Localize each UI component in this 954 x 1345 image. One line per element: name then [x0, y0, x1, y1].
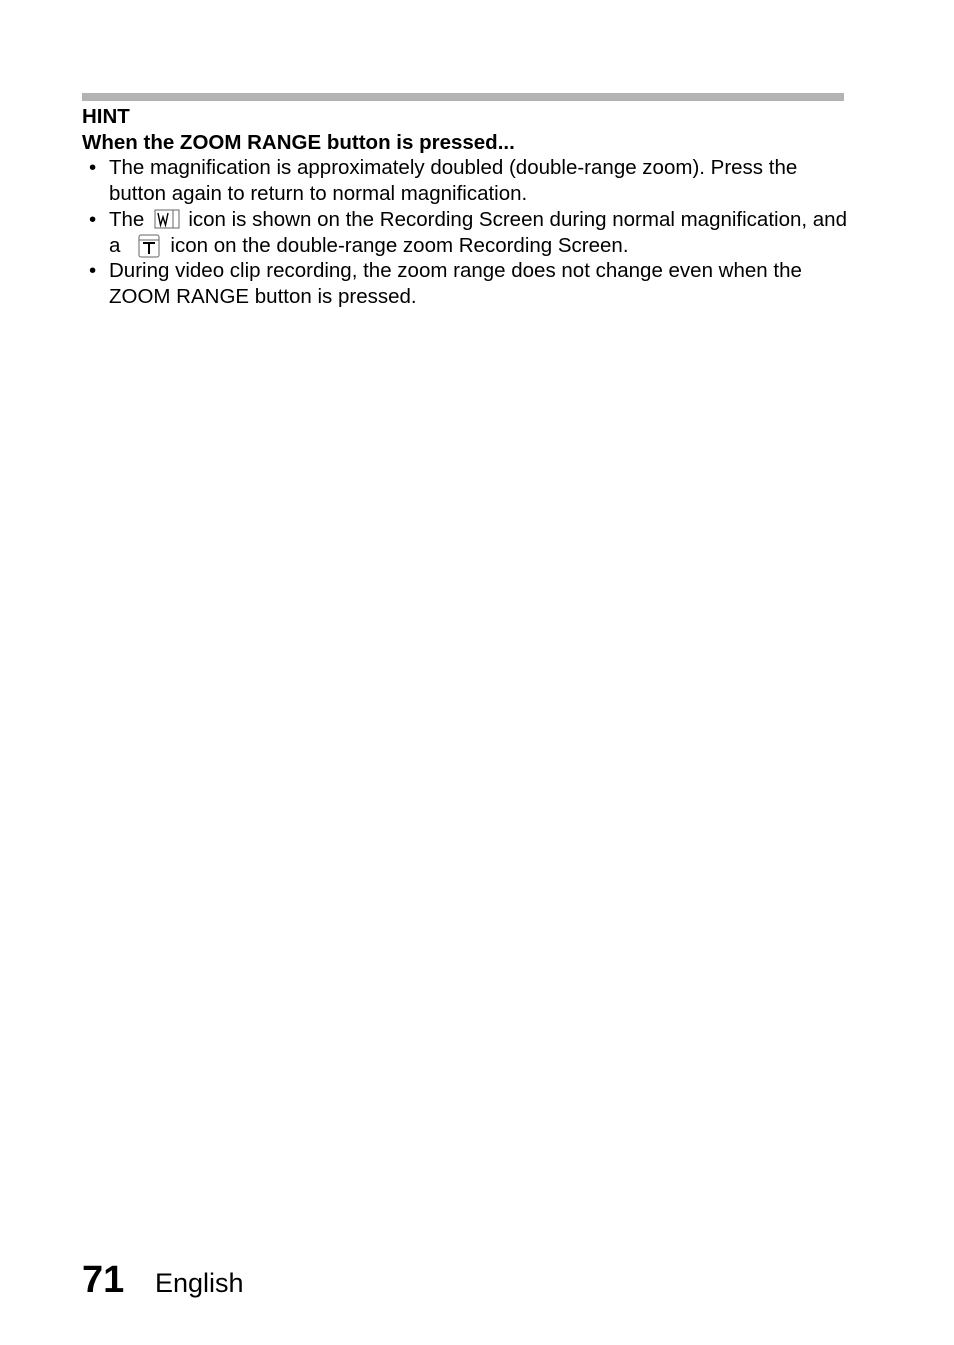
hint-subtitle: When the ZOOM RANGE button is pressed...: [82, 130, 515, 154]
hint-title: HINT: [82, 105, 130, 128]
bullet-icon: •: [89, 156, 97, 180]
page-number: 71: [82, 1259, 125, 1301]
wide-zoom-icon: [154, 209, 180, 229]
tele-zoom-icon: [138, 234, 160, 258]
hint-bullet-text-after: icon on the double-range zoom Recording Screen.: [170, 233, 629, 257]
bullet-icon: •: [89, 207, 97, 231]
hint-section: [82, 104, 852, 310]
hint-bullet-list: [82, 155, 852, 309]
hint-bullet-item: [82, 207, 852, 258]
page-language: English: [155, 1268, 244, 1298]
hint-bullet-text-before: The: [109, 207, 145, 231]
hint-divider-bar: [82, 93, 844, 101]
hint-bullet-text-middle: icon is shown on the Recording Screen during normal magnification, and a: [109, 207, 847, 257]
hint-bullet-text: During video clip recording, the zoom range does not change even when the ZOOM RANGE button is pressed.: [109, 259, 802, 308]
bullet-icon: •: [89, 259, 97, 283]
hint-bullet-text: The magnification is approximately doubled (double-range zoom). Press the button again to return to normal magnification.: [109, 156, 798, 206]
hint-bullet-item: [82, 155, 852, 206]
hint-bullet-item: [82, 258, 852, 309]
